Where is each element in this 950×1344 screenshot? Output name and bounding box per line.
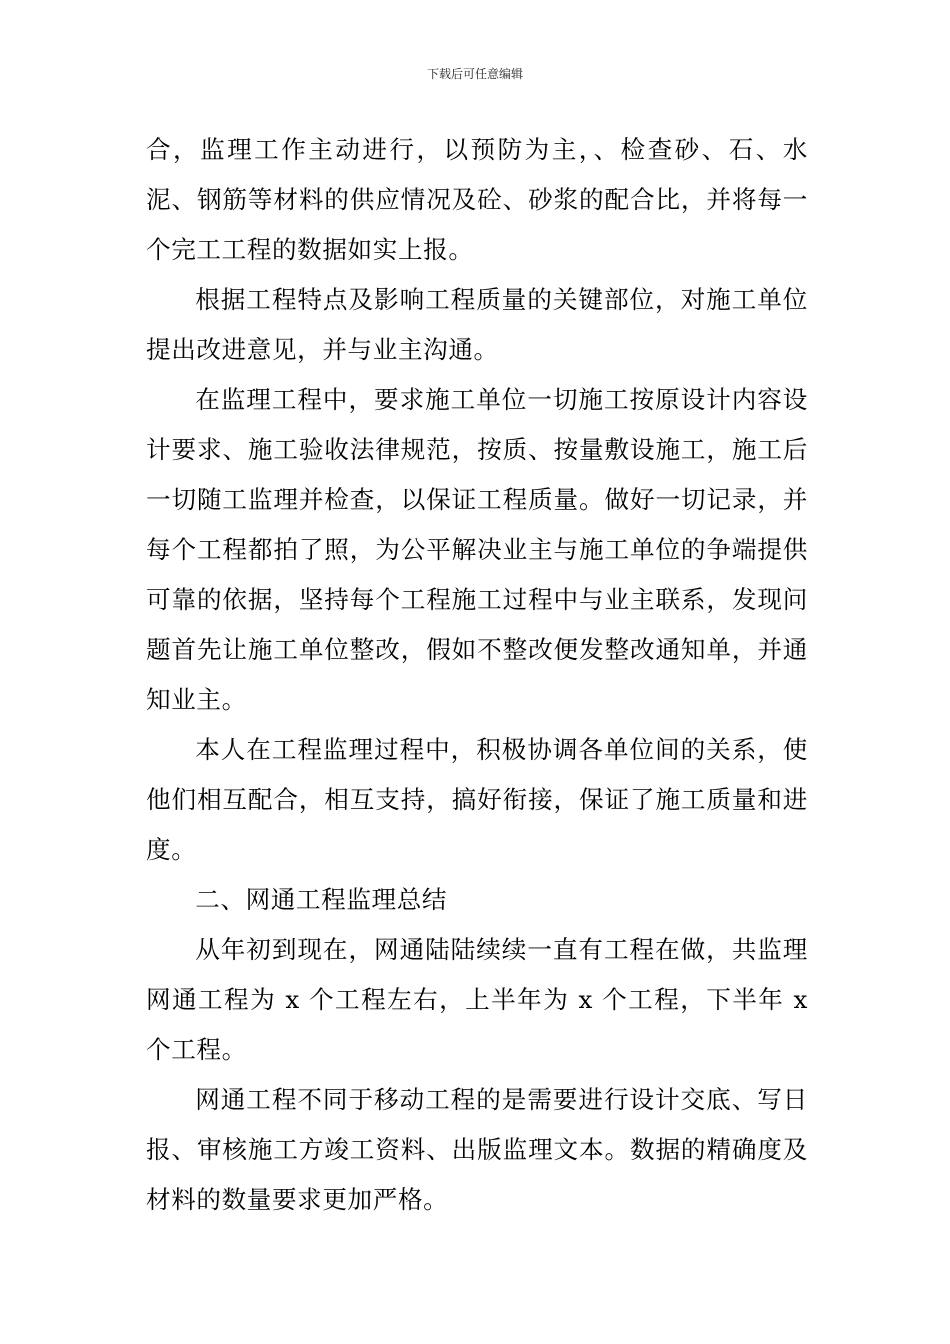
paragraph-project-count: 从年初到现在，网通陆陆续续一直有工程在做，共监理网通工程为 x 个工程左右，上半年为 x 个工程，下半年 x 个工程。 bbox=[146, 935, 808, 1064]
section-heading: 二、网通工程监理总结 bbox=[195, 885, 448, 914]
paragraph-coordination: 本人在工程监理过程中，积极协调各单位间的关系，使他们相互配合，相互支持，搞好衔接，保证了施工质量和进度。 bbox=[146, 735, 808, 864]
paragraph-requirements: 网通工程不同于移动工程的是需要进行设计交底、写日报、审核施工方竣工资料、出版监理文本。数据的精确度及材料的数量要求更加严格。 bbox=[146, 1085, 808, 1214]
document-body bbox=[146, 125, 808, 1225]
paragraph-supervision-process: 在监理工程中，要求施工单位一切施工按原设计内容设计要求、施工验收法律规范，按质、按量敷设施工，施工后一切随工监理并检查，以保证工程质量。做好一切记录，并每个工程都拍了照，为公平解决业主与施工单位的争端提供可靠的依据，坚持每个工程施工过程中与业主联系，发现问题首先让施工单位整改，假如不整改便发整改通知单，并通知业主。 bbox=[146, 385, 808, 714]
paragraph-key-parts: 根据工程特点及影响工程质量的关键部位，对施工单位提出改进意见，并与业主沟通。 bbox=[146, 285, 808, 364]
paragraph-continuation: 合，监理工作主动进行，以预防为主，、检查砂、石、水泥、钢筋等材料的供应情况及砼、砂浆的配合比，并将每一个完工工程的数据如实上报。 bbox=[146, 135, 808, 264]
header-note: 下载后可任意编辑 bbox=[426, 67, 523, 81]
